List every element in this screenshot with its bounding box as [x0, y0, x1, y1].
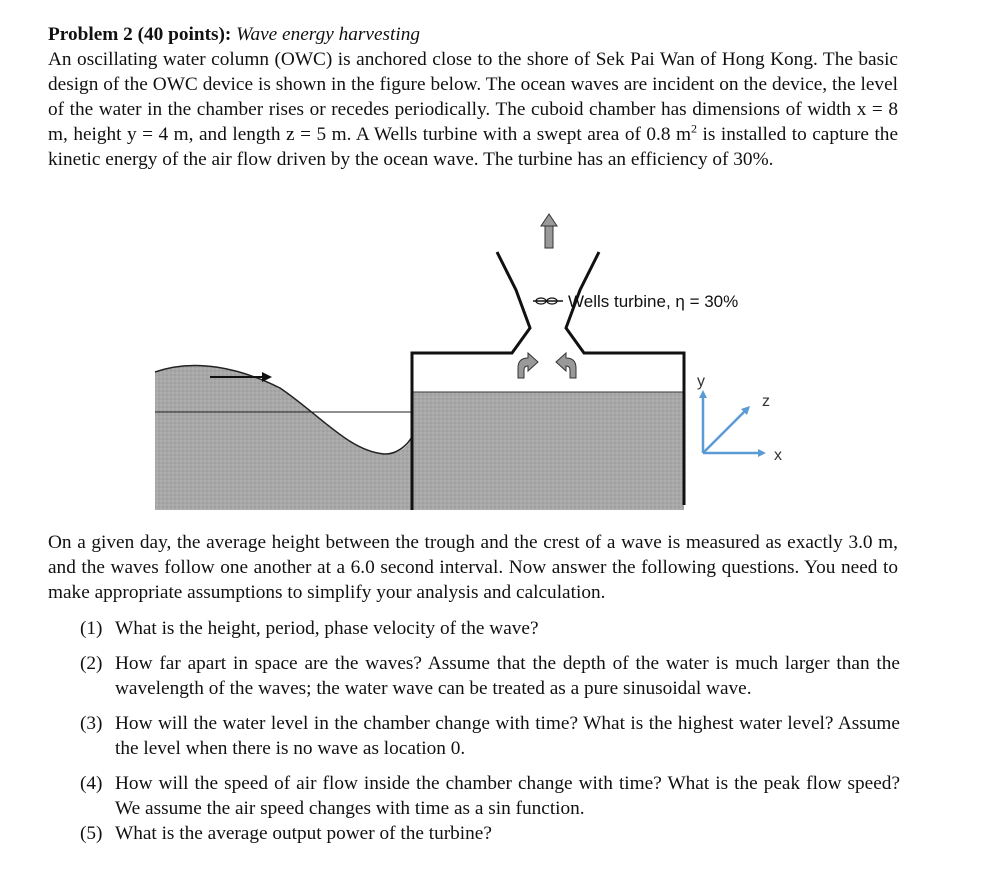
axis-label-x: x — [774, 447, 782, 464]
turbine-icon — [533, 298, 563, 304]
question-item — [80, 771, 900, 821]
question-item — [80, 651, 900, 701]
problem-heading — [48, 22, 898, 47]
question-number: (2) — [80, 653, 103, 674]
wave-arrow-head — [262, 372, 272, 382]
question-item — [80, 821, 900, 846]
question-list — [80, 616, 900, 846]
question-text: What is the average output power of the turbine? — [115, 823, 492, 844]
problem-title: Wave energy harvesting — [236, 24, 421, 45]
intro-text-part1: An oscillating water column (OWC) is anchored close to the shore of Sek Pai Wan of Hong Kong. The basic design of the OWC device is shown in the figure below. The ocean waves are incident on the device, the level of the water in the chamber rises or recedes periodically. The cuboid chamber has dimensions of width x = 8 m, height y = 4 m, and length z = 5 m. A Wells turbine with a swept area of 0.8 m — [48, 49, 898, 145]
axis-label-y: y — [697, 373, 705, 390]
followup-paragraph: On a given day, the average height between the trough and the crest of a wave is measured as exactly 3.0 m, and the waves follow one another at a 6.0 second interval. Now answer the following questions. You need to make appropriate assumptions to simplify your analysis and calculation. — [48, 532, 898, 603]
sea-water — [155, 365, 412, 510]
coordinate-axes — [699, 390, 766, 457]
owc-diagram — [150, 210, 810, 520]
problem-intro — [48, 47, 898, 172]
question-number: (5) — [80, 823, 103, 844]
question-number: (1) — [80, 618, 103, 639]
question-item — [80, 616, 900, 641]
turbine-label: Wells turbine, η = 30% — [568, 292, 739, 311]
chamber-water — [412, 392, 684, 510]
problem-label: Problem 2 (40 points): — [48, 24, 232, 45]
question-text: How will the speed of air flow inside the chamber change with time? What is the peak flow speed? We assume the air speed changes with time as a sin function. — [115, 773, 900, 819]
axis-label-z: z — [762, 393, 770, 410]
airflow-arrows — [518, 353, 576, 378]
intro-superscript: 2 — [691, 121, 698, 136]
question-item — [80, 711, 900, 761]
question-number: (4) — [80, 773, 103, 794]
question-text: What is the height, period, phase velocity of the wave? — [115, 618, 539, 639]
question-text: How will the water level in the chamber change with time? What is the highest water level? Assume the level when there is no wave as location 0. — [115, 713, 900, 759]
question-text: How far apart in space are the waves? Assume that the depth of the water is much larger than the wavelength of the waves; the water wave can be treated as a pure sinusoidal wave. — [115, 653, 900, 699]
question-number: (3) — [80, 713, 103, 734]
air-outflow-arrow — [541, 214, 557, 248]
intro-text-part2: is installed to capture the kinetic energy of the air flow driven by the ocean wave. The turbine has an efficiency of 30%. — [48, 124, 898, 170]
